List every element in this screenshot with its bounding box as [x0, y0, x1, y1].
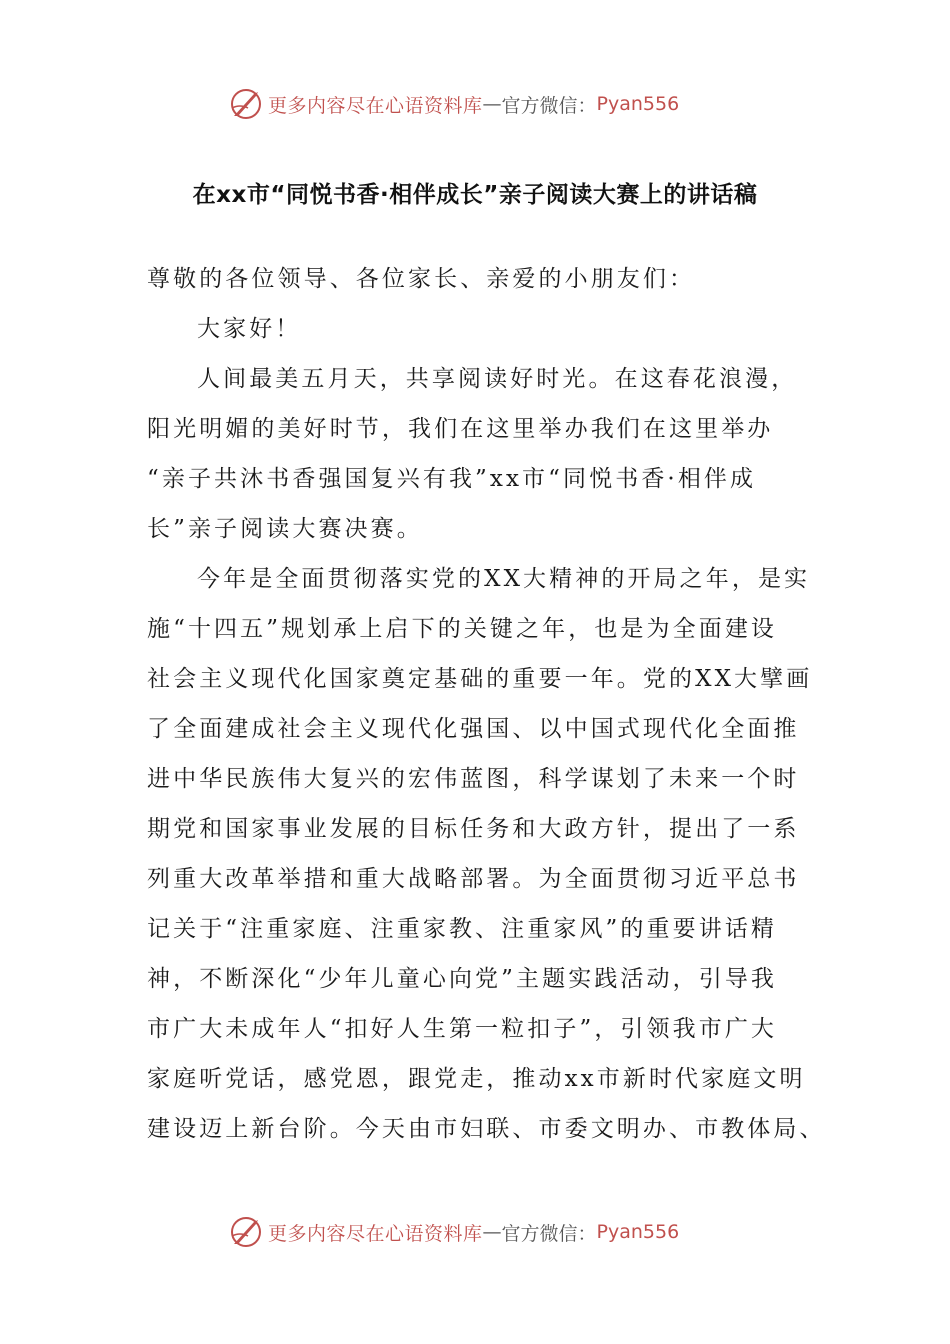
watermark-wechat-label: 官方微信：	[501, 1222, 597, 1245]
body-line: 长”亲子阅读大赛决赛。	[147, 516, 423, 542]
body-line: 期党和国家事业发展的目标任务和大政方针，提出了一系	[147, 816, 800, 842]
watermark-footer	[0, 1212, 950, 1252]
watermark-wechat-id: Pyan556	[596, 1221, 680, 1243]
document-body	[147, 254, 826, 1154]
body-line: 神，不断深化“少年儿童心向党”主题实践活动，引导我	[147, 966, 778, 992]
body-line: 列重大改革举措和重大战略部署。为全面贯彻习近平总书	[147, 866, 800, 892]
body-line: “亲子共沐书香强国复兴有我”xx市“同悦书香·相伴成	[147, 466, 757, 492]
body-line: 建设迈上新台阶。今天由市妇联、市委文明办、市教体局、	[147, 1116, 826, 1142]
watermark-separator: —	[482, 93, 502, 115]
watermark-wechat-label: 官方微信：	[501, 94, 597, 117]
watermark-text: 更多内容尽在心语资料库	[268, 94, 483, 117]
watermark-header	[0, 84, 950, 124]
body-line: 了全面建成社会主义现代化强国、以中国式现代化全面推	[147, 716, 800, 742]
greeting-line: 大家好！	[197, 316, 302, 342]
quill-logo-icon	[228, 1214, 264, 1250]
body-line: 家庭听党话，感党恩，跟党走，推动xx市新时代家庭文明	[147, 1066, 806, 1092]
body-line: 施“十四五”规划承上启下的关键之年，也是为全面建设	[147, 616, 778, 642]
quill-logo-icon	[228, 86, 264, 122]
body-line: 记关于“注重家庭、注重家教、注重家风”的重要讲话精	[147, 916, 778, 942]
salutation-line: 尊敬的各位领导、各位家长、亲爱的小朋友们：	[147, 266, 696, 292]
watermark-separator: —	[482, 1221, 502, 1243]
body-line: 阳光明媚的美好时节，我们在这里举办我们在这里举办	[147, 416, 774, 442]
body-line: 今年是全面贯彻落实党的XX大精神的开局之年，是实	[197, 566, 811, 592]
body-line: 社会主义现代化国家奠定基础的重要一年。党的XX大擘画	[147, 666, 813, 692]
document-title: 在xx市“同悦书香·相伴成长”亲子阅读大赛上的讲话稿	[192, 182, 758, 208]
body-line: 市广大未成年人“扣好人生第一粒扣子”，引领我市广大	[147, 1016, 778, 1042]
watermark-wechat-id: Pyan556	[596, 93, 680, 115]
body-line: 进中华民族伟大复兴的宏伟蓝图，科学谋划了未来一个时	[147, 766, 800, 792]
watermark-text: 更多内容尽在心语资料库	[268, 1222, 483, 1245]
body-line: 人间最美五月天，共享阅读好时光。在这春花浪漫，	[197, 366, 798, 392]
